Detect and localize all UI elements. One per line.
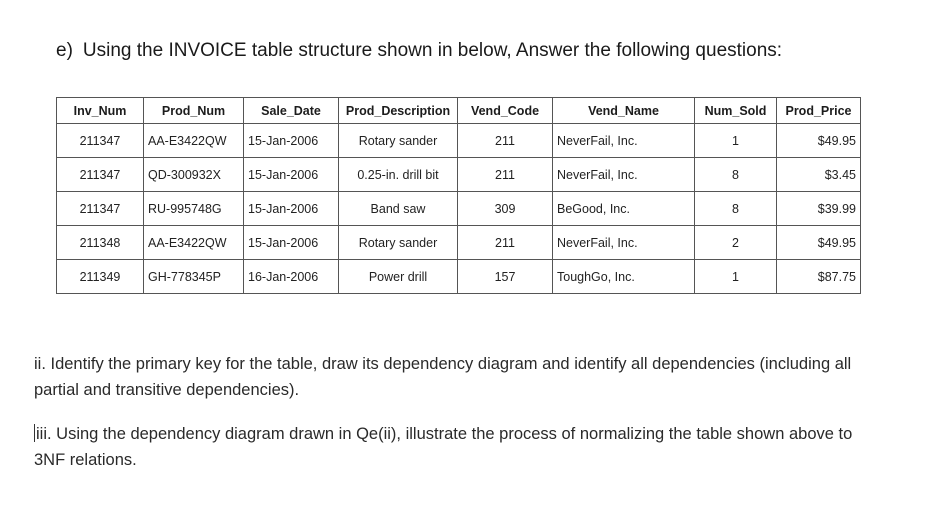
cell-vend-name: NeverFail, Inc. [553, 158, 695, 192]
cell-sale-date: 16-Jan-2006 [244, 260, 339, 294]
column-header-prod-price: Prod_Price [777, 98, 861, 124]
cell-sale-date: 15-Jan-2006 [244, 192, 339, 226]
cell-prod-num: AA-E3422QW [144, 124, 244, 158]
cell-vend-code: 211 [458, 158, 553, 192]
cell-prod-description: Power drill [339, 260, 458, 294]
cell-vend-code: 211 [458, 226, 553, 260]
cell-prod-price: $49.95 [777, 226, 861, 260]
table-row [57, 158, 861, 192]
table-row [57, 260, 861, 294]
cell-sale-date: 15-Jan-2006 [244, 158, 339, 192]
cell-num-sold: 2 [695, 226, 777, 260]
question-label: e) [56, 40, 73, 61]
cell-prod-description: 0.25-in. drill bit [339, 158, 458, 192]
column-header-num-sold: Num_Sold [695, 98, 777, 124]
cell-vend-name: NeverFail, Inc. [553, 124, 695, 158]
invoice-table [56, 97, 861, 294]
cell-prod-num: QD-300932X [144, 158, 244, 192]
column-header-inv-num: Inv_Num [57, 98, 144, 124]
cell-prod-num: GH-778345P [144, 260, 244, 294]
cell-prod-num: AA-E3422QW [144, 226, 244, 260]
question-text: Using the INVOICE table structure shown in below, Answer the following questions: [82, 40, 783, 61]
cell-vend-name: NeverFail, Inc. [553, 226, 695, 260]
cell-inv-num: 211348 [57, 226, 144, 260]
cell-vend-code: 157 [458, 260, 553, 294]
cell-inv-num: 211347 [57, 124, 144, 158]
table-row [57, 124, 861, 158]
cell-prod-description: Rotary sander [339, 226, 458, 260]
cell-sale-date: 15-Jan-2006 [244, 124, 339, 158]
table-header-row [57, 98, 861, 124]
cell-num-sold: 1 [695, 124, 777, 158]
cell-num-sold: 8 [695, 158, 777, 192]
cell-inv-num: 211349 [57, 260, 144, 294]
column-header-sale-date: Sale_Date [244, 98, 339, 124]
question-heading [56, 40, 782, 62]
cell-inv-num: 211347 [57, 192, 144, 226]
column-header-prod-description: Prod_Description [339, 98, 458, 124]
cell-prod-price: $87.75 [777, 260, 861, 294]
cell-vend-name: ToughGo, Inc. [553, 260, 695, 294]
table-row [57, 192, 861, 226]
cell-num-sold: 1 [695, 260, 777, 294]
cell-prod-description: Band saw [339, 192, 458, 226]
cell-vend-code: 211 [458, 124, 553, 158]
text-cursor [34, 424, 35, 442]
cell-vend-name: BeGood, Inc. [553, 192, 695, 226]
question-iii: iii. Using the dependency diagram drawn in Qe(ii), illustrate the process of normalizing the table shown above to 3NF relations. [34, 425, 853, 469]
cell-prod-num: RU-995748G [144, 192, 244, 226]
cell-vend-code: 309 [458, 192, 553, 226]
cell-prod-description: Rotary sander [339, 124, 458, 158]
question-iii-wrapper [34, 421, 884, 473]
cell-prod-price: $49.95 [777, 124, 861, 158]
cell-inv-num: 211347 [57, 158, 144, 192]
cell-num-sold: 8 [695, 192, 777, 226]
column-header-prod-num: Prod_Num [144, 98, 244, 124]
cell-prod-price: $39.99 [777, 192, 861, 226]
table-row [57, 226, 861, 260]
cell-prod-price: $3.45 [777, 158, 861, 192]
question-ii: ii. Identify the primary key for the table, draw its dependency diagram and identify all dependencies (including all partial and transitive dependencies). [34, 355, 852, 399]
column-header-vend-code: Vend_Code [458, 98, 553, 124]
column-header-vend-name: Vend_Name [553, 98, 695, 124]
cell-sale-date: 15-Jan-2006 [244, 226, 339, 260]
